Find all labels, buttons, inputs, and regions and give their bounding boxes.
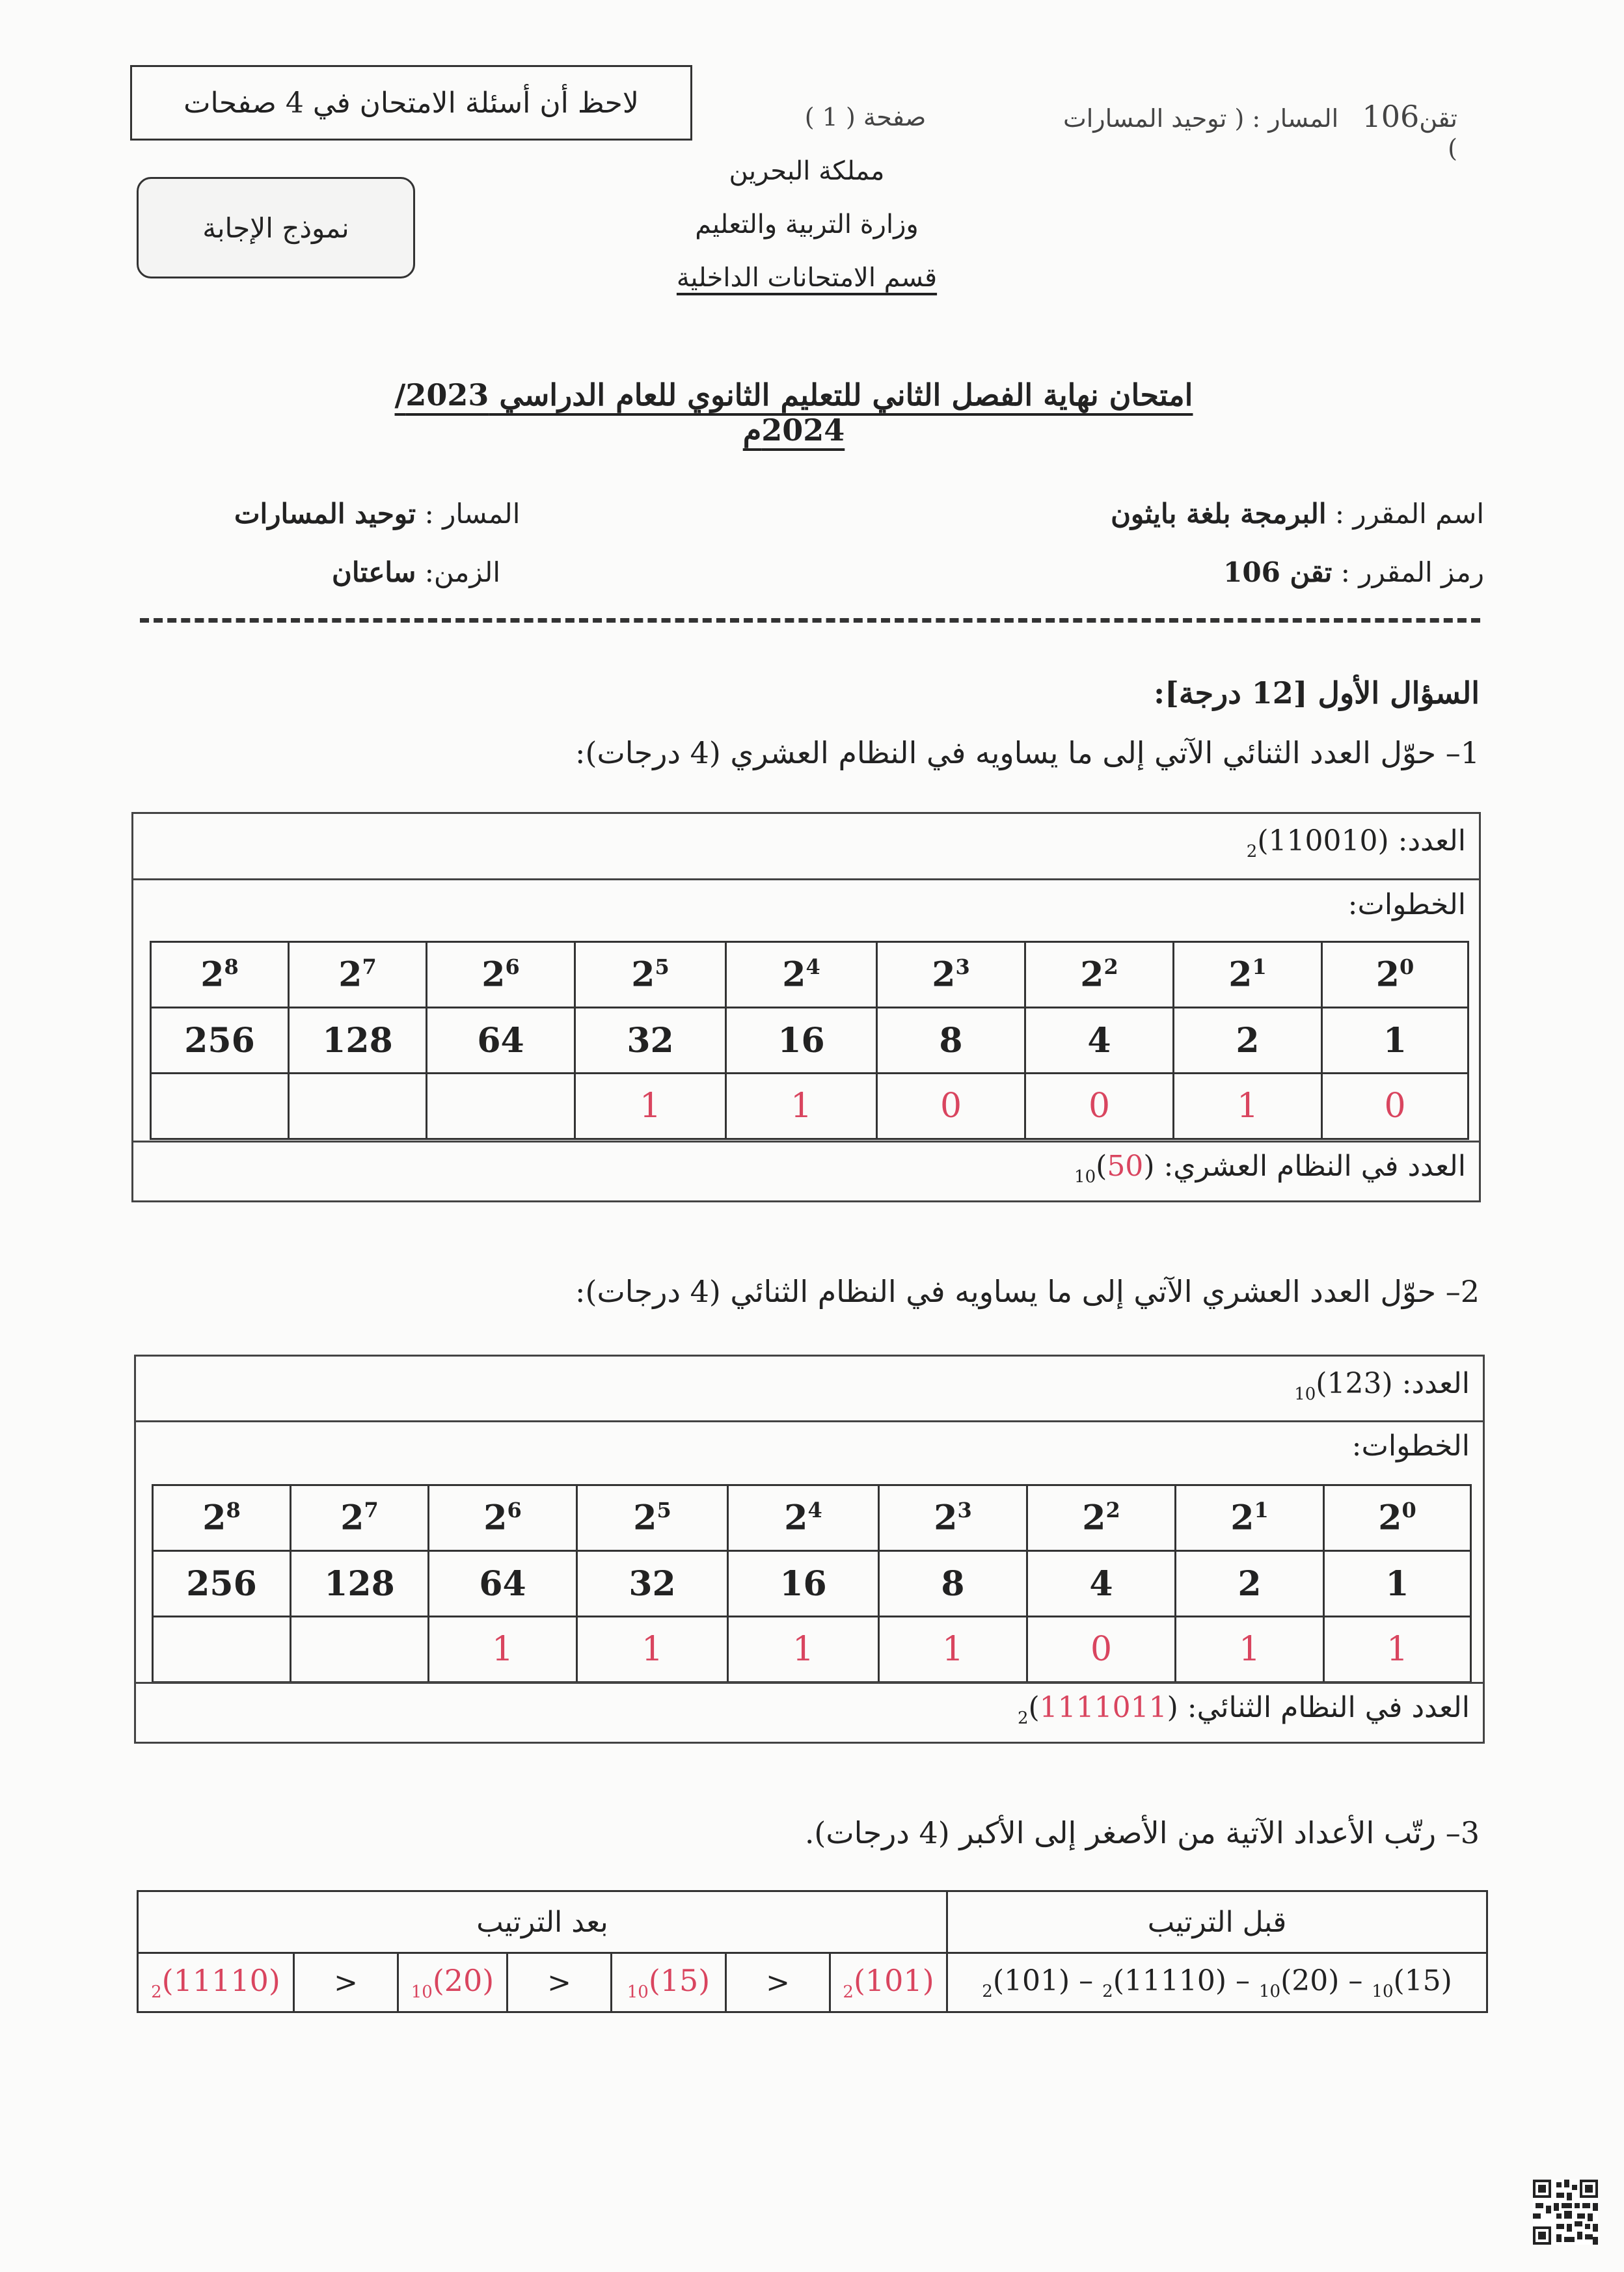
- page-number: صفحة ( 1 ): [804, 103, 927, 131]
- course-name-row: [1111, 498, 1484, 530]
- part1-power-cell: $2^8$: [151, 942, 289, 1008]
- part2-bit-cell: 1: [728, 1617, 879, 1683]
- part1-result-base: 10: [1074, 1167, 1096, 1187]
- course-name-value: البرمجة بلغة بايثون: [1111, 498, 1327, 530]
- part2-weight-cell: 256: [153, 1551, 291, 1617]
- header-track: [1054, 99, 1457, 163]
- part2-weight-cell: 2: [1176, 1551, 1324, 1617]
- part1-weight-cell: 4: [1025, 1008, 1174, 1074]
- after-ordering-header: بعد الترتيب: [138, 1891, 947, 1953]
- part2-bit-cell: [291, 1617, 429, 1683]
- part2-weight-cell: 8: [879, 1551, 1027, 1617]
- before-ordering-header: قبل الترتيب: [947, 1891, 1487, 1953]
- part2-power-cell: $2^6$: [429, 1485, 577, 1551]
- kingdom-name: مملكة البحرين: [729, 156, 885, 186]
- part2-weights-row: [153, 1551, 1471, 1617]
- part2-powers-table: [152, 1484, 1472, 1683]
- part1-power-cell: $2^2$: [1025, 942, 1174, 1008]
- time-row: [332, 556, 500, 588]
- pages-note-box: [130, 65, 692, 141]
- ordering-values-row: [138, 1953, 1487, 2012]
- part2-bit-cell: 1: [577, 1617, 728, 1683]
- part2-bits-row: [153, 1617, 1471, 1683]
- before-items-cell: $_2$(101) – $_2$(11110) – $_{10}$(20) – $_{10}$(15): [947, 1953, 1487, 2012]
- course-code-label: رمز المقرر :: [1340, 556, 1484, 588]
- part1-bit-cell: 1: [575, 1074, 726, 1139]
- part1-result: العدد في النظام العشري: $_{10}$(50): [1074, 1150, 1466, 1187]
- part1-bit-cell: 1: [1174, 1074, 1322, 1139]
- header-track-text: المسار : ( توحيد المسارات ): [1062, 104, 1457, 163]
- course-code-row: [1223, 556, 1484, 588]
- qr-code-icon: [1533, 2180, 1598, 2245]
- part3-prompt: 3– رتّب الأعداد الآتية من الأصغر إلى الأكبر (4 درجات).: [804, 1815, 1480, 1850]
- part2-weight-cell: 1: [1324, 1551, 1471, 1617]
- part2-power-cell: $2^0$: [1324, 1485, 1471, 1551]
- part1-weight-cell: 256: [151, 1008, 289, 1074]
- part1-weight-cell: 64: [427, 1008, 575, 1074]
- part2-weight-cell: 4: [1027, 1551, 1176, 1617]
- part1-power-cell: $2^6$: [427, 942, 575, 1008]
- part2-result-label: العدد في النظام الثنائي:: [1187, 1691, 1470, 1724]
- part1-powers-table: [150, 941, 1469, 1140]
- part1-number: [1247, 824, 1466, 861]
- after-item: $_2$(101): [830, 1953, 947, 2012]
- part2-power-cell: $2^1$: [1176, 1485, 1324, 1551]
- part1-power-cell: $2^1$: [1174, 942, 1322, 1008]
- part1-number-label: العدد:: [1398, 824, 1466, 858]
- exam-title: امتحان نهاية الفصل الثاني للتعليم الثانوي للعام الدراسي 2023/ 2024م: [394, 377, 1193, 448]
- part1-result-label: العدد في النظام العشري:: [1163, 1150, 1466, 1183]
- part2-power-cell: $2^3$: [879, 1485, 1027, 1551]
- part1-bit-cell: 1: [726, 1074, 877, 1139]
- part1-power-cell: $2^4$: [726, 942, 877, 1008]
- after-separator: >: [726, 1953, 830, 2012]
- after-separator: >: [294, 1953, 398, 2012]
- part1-power-cell: $2^0$: [1322, 942, 1468, 1008]
- track-row: [234, 498, 520, 530]
- time-value: ساعتان: [332, 556, 416, 588]
- part1-weight-cell: 1: [1322, 1008, 1468, 1074]
- question-title: السؤال الأول [12 درجة]:: [1154, 675, 1480, 710]
- after-item: $_2$(11110): [138, 1953, 294, 2012]
- part2-line-1: [136, 1420, 1483, 1422]
- part1-bit-cell: [151, 1074, 289, 1139]
- course-name-label: اسم المقرر :: [1334, 498, 1484, 530]
- answer-model-box: [137, 177, 415, 278]
- part2-power-cell: $2^4$: [728, 1485, 879, 1551]
- part2-bit-cell: 1: [1324, 1617, 1471, 1683]
- part2-steps-label: الخطوات:: [1351, 1429, 1470, 1463]
- part1-weights-row: [151, 1008, 1468, 1074]
- part2-power-cell: $2^2$: [1027, 1485, 1176, 1551]
- part2-number-value: (123): [1316, 1367, 1393, 1400]
- part2-weight-cell: 128: [291, 1551, 429, 1617]
- part1-result-value: 50: [1107, 1150, 1144, 1183]
- department-name: قسم الامتحانات الداخلية: [676, 263, 938, 293]
- part2-weight-cell: 64: [429, 1551, 577, 1617]
- part1-steps-label: الخطوات:: [1347, 888, 1466, 921]
- part2-number: [1294, 1367, 1470, 1404]
- part2-bit-cell: 1: [429, 1617, 577, 1683]
- part2-power-cell: $2^5$: [577, 1485, 728, 1551]
- part2-weight-cell: 16: [728, 1551, 879, 1617]
- part1-bits-row: [151, 1074, 1468, 1139]
- part1-powers-row: [151, 942, 1468, 1008]
- part2-power-cell: $2^7$: [291, 1485, 429, 1551]
- header-track-code: 106: [1362, 99, 1420, 134]
- pages-note: لاحظ أن أسئلة الامتحان في 4 صفحات: [183, 86, 639, 120]
- part1-weight-cell: 16: [726, 1008, 877, 1074]
- part2-line-2: [136, 1682, 1483, 1684]
- part1-bit-cell: 0: [877, 1074, 1025, 1139]
- part2-number-label: العدد:: [1401, 1367, 1470, 1400]
- part2-bit-cell: 0: [1027, 1617, 1176, 1683]
- part2-powers-row: [153, 1485, 1471, 1551]
- part1-power-cell: $2^5$: [575, 942, 726, 1008]
- part2-result-base: 2: [1017, 1708, 1029, 1728]
- part1-weight-cell: 8: [877, 1008, 1025, 1074]
- part1-power-cell: $2^3$: [877, 942, 1025, 1008]
- part1-line-2: [133, 1141, 1479, 1143]
- part1-weight-cell: 128: [289, 1008, 427, 1074]
- part2-power-cell: $2^8$: [153, 1485, 291, 1551]
- part1-bit-cell: [427, 1074, 575, 1139]
- part1-bit-cell: 0: [1322, 1074, 1468, 1139]
- part1-bit-cell: 0: [1025, 1074, 1174, 1139]
- part2-frame: [134, 1355, 1485, 1744]
- part1-frame: [131, 812, 1481, 1202]
- ministry-name: وزارة التربية والتعليم: [695, 210, 919, 239]
- part2-weight-cell: 32: [577, 1551, 728, 1617]
- part1-number-value: (110010): [1257, 824, 1389, 858]
- part1-number-base: 2: [1246, 841, 1258, 861]
- time-label: الزمن:: [424, 556, 500, 588]
- track-value: توحيد المسارات: [234, 498, 416, 530]
- part1-line-1: [133, 878, 1479, 880]
- part2-prompt: 2– حوّل العدد العشري الآتي إلى ما يساويه في النظام الثنائي (4 درجات):: [575, 1274, 1480, 1309]
- part1-bit-cell: [289, 1074, 427, 1139]
- part2-number-base: 10: [1294, 1384, 1316, 1404]
- part2-result-value: 1111011: [1039, 1691, 1167, 1724]
- part2-bit-cell: [153, 1617, 291, 1683]
- header-track-prefix: تقن: [1419, 104, 1457, 133]
- ordering-table: [137, 1890, 1488, 2013]
- section-divider: [140, 618, 1480, 623]
- part2-bit-cell: 1: [879, 1617, 1027, 1683]
- after-item: $_{10}$(15): [612, 1953, 726, 2012]
- after-separator: >: [508, 1953, 612, 2012]
- answer-model-label: نموذج الإجابة: [202, 211, 349, 244]
- part2-bit-cell: 1: [1176, 1617, 1324, 1683]
- course-code-value: تقن 106: [1223, 556, 1333, 588]
- part1-weight-cell: 32: [575, 1008, 726, 1074]
- part1-weight-cell: 2: [1174, 1008, 1322, 1074]
- track-label: المسار :: [424, 498, 521, 530]
- after-item: $_{10}$(20): [398, 1953, 508, 2012]
- part1-power-cell: $2^7$: [289, 942, 427, 1008]
- part1-prompt: 1– حوّل العدد الثنائي الآتي إلى ما يساويه في النظام العشري (4 درجات):: [575, 735, 1480, 770]
- part2-result: العدد في النظام الثنائي: $_2$(1111011): [1017, 1691, 1470, 1728]
